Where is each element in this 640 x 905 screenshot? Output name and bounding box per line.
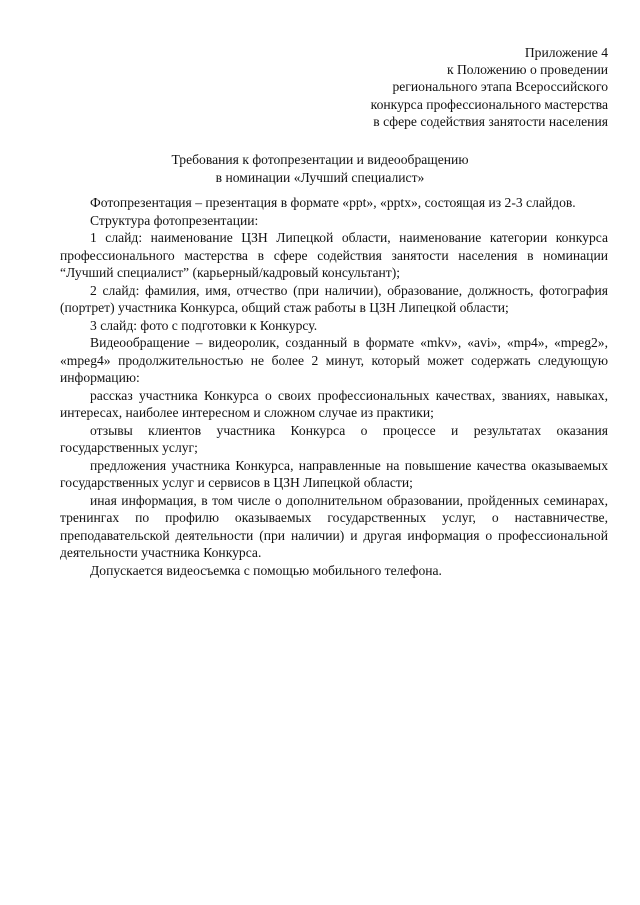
title-line: Требования к фотопрезентации и видеообращению [171,152,469,167]
paragraph-video-address: Видеообращение – видеоролик, созданный в формате «mkv», «avi», «mp4», «mpeg2», «mpeg4» продолжительностью не более 2 минут, который может содержать следующую информацию: [60,335,608,385]
paragraph-video-other-info: иная информация, в том числе о дополнительном образовании, пройденных семинарах, тренингах по профилю оказываемых государственных услуг, о наставничестве, преподавательской деятельности (при наличии) и другая информация о профессиональной деятельности участника Конкурса. [60,492,608,560]
appendix-ref-line: к Положению о проведении [446,62,608,78]
paragraph-video-proposals: предложения участника Конкурса, направленные на повышение качества оказываемых государственных услуг и сервисов в ЦЗН Липецкой области; [60,457,608,490]
appendix-ref-line: регионального этапа Всероссийского [392,79,608,95]
appendix-header [278,44,608,130]
title-line: в номинации «Лучший специалист» [215,169,425,185]
paragraph-video-reviews: отзывы клиентов участника Конкурса о процессе и результатах оказания государственных услуг; [60,422,608,455]
paragraph-structure-heading: Структура фотопрезентации: [90,212,259,228]
paragraph-slide-2: 2 слайд: фамилия, имя, отчество (при наличии), образование, должность, фотография (портрет) участника Конкурса, общий стаж работы в ЦЗН Липецкой области; [60,282,608,315]
appendix-ref-line: в сфере содействия занятости населения [373,113,608,129]
paragraph-slide-1: 1 слайд: наименование ЦЗН Липецкой области, наименование категории конкурса профессионального мастерства в сфере содействия занятости населения в номинации “Лучший специалист” (карьерный/кадровый консультант); [60,230,608,280]
appendix-number: Приложение 4 [524,45,608,60]
document-body [60,194,608,579]
paragraph-photo-presentation: Фотопрезентация – презентация в формате «ppt», «pptx», состоящая из 2-3 слайдов. [90,195,576,210]
paragraph-mobile-recording: Допускается видеосъемка с помощью мобильного телефона. [90,562,442,578]
paragraph-video-story: рассказ участника Конкурса о своих профессиональных качествах, званиях, навыках, интересах, наиболее интересном и сложном случае из практики; [60,387,608,420]
appendix-ref-line: конкурса профессионального мастерства [370,96,608,112]
document-title [60,151,580,186]
paragraph-slide-3: 3 слайд: фото с подготовки к Конкурсу. [90,317,318,333]
